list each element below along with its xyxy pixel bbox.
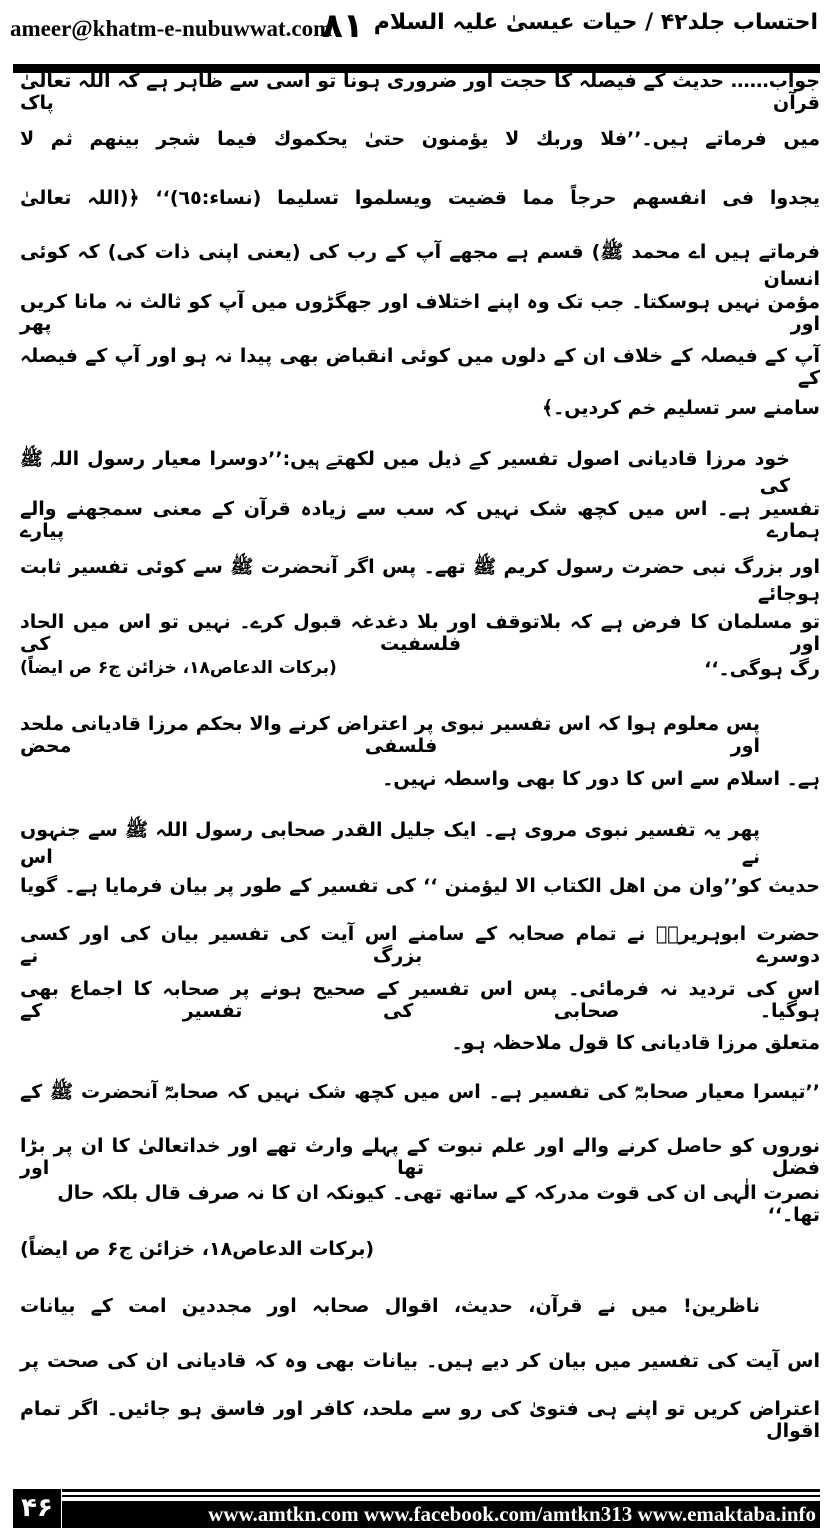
text-line: سامنے سر تسلیم خم کردیں۔﴾ [541, 397, 820, 419]
text-line: آپ کے فیصلہ کے خلاف ان کے دلوں میں کوئی انقباض بھی پیدا نہ ہو اور آپ کے فیصلہ کے [20, 345, 820, 389]
text-line: جواب…… حدیث کے فیصلہ کا حجت اور ضروری ہونا تو اسی سے ظاہر ہے کہ اللہ تعالیٰ قرآن پاک [20, 70, 820, 114]
text-line: تو مسلمان کا فرض ہے کہ بلاتوقف اور بلا دغدغہ قبول کرے۔ نہیں تو اس میں الحاد اور فلسفیت کی [20, 611, 820, 655]
text-line: میں فرماتے ہیں۔’’فلا وربك لا يؤمنون حتىٰ يحكموك فيما شجر بينهم ثم لا [20, 128, 820, 150]
text-line: ناظرین! میں نے قرآن، حدیث، اقوال صحابہ اور مجددین امت کے بیانات [20, 1295, 760, 1317]
footer-links: www.amtkn.com www.facebook.com/amtkn313 www.emaktaba.info [208, 1502, 816, 1526]
text-line: پس معلوم ہوا کہ اس تفسیر نبوی پر اعتراض کرنے والا بحکم مرزا قادیانی ملحد اور فلسفی محض [20, 713, 760, 757]
text-line: تفسیر ہے۔ اس میں کچھ شک نہیں کہ سب سے زیادہ قرآن کے معنی سمجھنے والے ہمارے پیارے [20, 498, 820, 542]
text-line: ہے۔ اسلام سے اس کا دور کا بھی واسطہ نہیں۔ [382, 768, 820, 790]
text-line: يجدوا فى انفسهم حرجاً مما قضيت ويسلموا تسليما (نساء:٦٥)‘‘ ﴿(اللہ تعالیٰ [20, 187, 820, 209]
text-line: مؤمن نہیں ہوسکتا۔ جب تک وہ اپنے اختلاف اور جھگڑوں میں آپ کو ثالث نہ مانا کریں اور پھر [20, 291, 820, 335]
header-page-number: ۸۱ [322, 6, 364, 46]
text-line [20, 658, 820, 708]
line-text: رگ ہوگی۔‘‘ [704, 658, 820, 680]
text-line: حضرت ابوہریرہؓ نے تمام صحابہ کے سامنے اس آیت کی تفسیر بیان کی اور کسی دوسرے بزرگ نے [20, 923, 820, 967]
text-line: نوروں کو حاصل کرنے والے اور علم نبوت کے پہلے وارث تھے اور خداتعالیٰ کا ان پر بڑا فضل تھا اور [20, 1135, 820, 1179]
text-line: ’’تیسرا معیار صحابہؓ کی تفسیر ہے۔ اس میں کچھ شک نہیں کہ صحابہؓ آنحضرت ﷺ کے [20, 1081, 820, 1103]
text-line: اعتراض کریں تو اپنے ہی فتویٰ کی رو سے ملحد، کافر اور فاسق ہو جائیں۔ اگر تمام اقوال [20, 1398, 820, 1442]
citation: (برکات الدعاص۱۸، خزائن ج۶ ص ایضاً) [20, 1238, 375, 1260]
text-line: نصرت الٰہی ان کی قوت مدرکہ کے ساتھ تھی۔ کیونکہ ان کا نہ صرف قال بلکہ حال تھا۔‘‘ [57, 1182, 820, 1226]
text-line: اس آیت کی تفسیر میں بیان کر دیے ہیں۔ بیانات بھی وہ کہ قادیانی ان کی صحت پر [20, 1350, 820, 1372]
footer-links-bar [62, 1501, 820, 1528]
text-line: خود مرزا قادیانی اصول تفسیر کے ذیل میں لکھتے ہیں:’’دوسرا معیار رسول اللہ ﷺ کی [20, 448, 790, 497]
text-line [20, 1238, 820, 1288]
footer-rule [62, 1495, 820, 1497]
footer-rule [62, 1489, 820, 1492]
text-line: اس کی تردید نہ فرمائی۔ پس اس تفسیر کے صحیح ہونے پر صحابہ کا اجماع بھی ہوگیا۔ صحابی کی تفسیر کے [20, 978, 820, 1022]
footer-page-number: ۴۶ [13, 1489, 61, 1528]
text-line: اور بزرگ نبی حضرت رسول کریم ﷺ تھے۔ پس اگر آنحضرت ﷺ سے کوئی تفسیر ثابت ہوجائے [20, 556, 820, 605]
header-book-title: احتساب جلد۴۲ / حیات عیسیٰ علیہ السلام [373, 10, 818, 35]
text-line: حدیث کو’’وان من اهل الكتاب الا ليؤمنن ‘‘ کی تفسیر کے طور پر بیان فرمایا ہے۔ گویا [20, 875, 820, 897]
citation: (برکات الدعاص۱۸، خزائن ج۶ ص ایضاً) [20, 658, 337, 678]
text-line: متعلق مرزا قادیانی کا قول ملاحظہ ہو۔ [451, 1032, 820, 1054]
header-email: ameer@khatm-e-nubuwwat.com [10, 16, 333, 41]
text-line: پھر یہ تفسیر نبوی مروی ہے۔ ایک جلیل القدر صحابی رسول اللہ ﷺ سے جنہوں نے اس [20, 819, 760, 868]
text-line: فرماتے ہیں اے محمد ﷺ) قسم ہے مجھے آپ کے رب کی (یعنی اپنی ذات کی) کہ کوئی انسان [20, 241, 820, 290]
